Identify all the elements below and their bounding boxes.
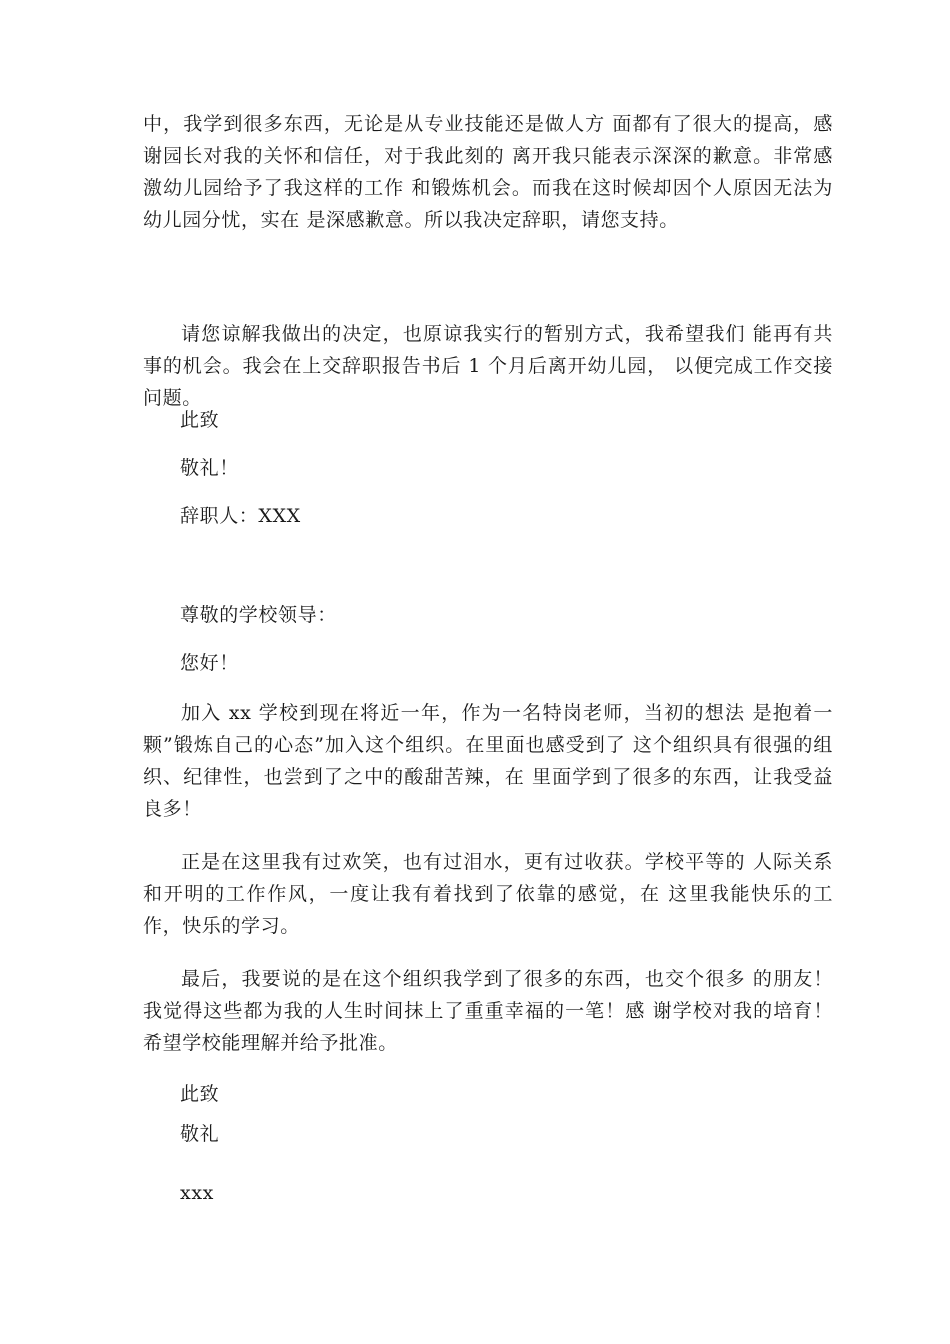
letter1-closing-1: 此致 [180,409,220,431]
letter2-closing-2: 敬礼 [180,1123,220,1145]
letter1-signature: 辞职人：XXX [180,505,301,527]
letter1-paragraph-2: 请您谅解我做出的决定，也原谅我实行的暂别方式，我希望我们 能再有共事的机会。我会在上交辞职报告书后 1 个月后离开幼儿园， 以便完成工作交接问题。 [143,323,833,409]
letter2-paragraph-2: 正是在这里我有过欢笑，也有过泪水，更有过收获。学校平等的 人际关系和开明的工作作风，一度让我有着找到了依靠的感觉，在 这里我能快乐的工作，快乐的学习。 [143,851,833,937]
letter1-closing-2: 敬礼！ [180,457,239,479]
letter2-paragraph-1: 加入 xx 学校到现在将近一年，作为一名特岗老师，当初的想法 是抱着一颗”锻炼自己的心态”加入这个组织。在里面也感受到了 这个组织具有很强的组织、纪律性，也尝到了之中的酸甜苦辣，在 里面学到了很多的东西，让我受益良多！ [143,702,833,820]
letter2-closing-1: 此致 [180,1083,220,1105]
letter2-salutation: 尊敬的学校领导： [180,604,337,626]
letter2-paragraph-3: 最后，我要说的是在这个组织我学到了很多的东西，也交个很多 的朋友！我觉得这些都为我的人生时间抹上了重重幸福的一笔！感 谢学校对我的培育！希望学校能理解并给予批准。 [143,968,833,1054]
letter1-paragraph-continued: 中，我学到很多东西，无论是从专业技能还是做人方 面都有了很大的提高，感谢园长对我的关怀和信任，对于我此刻的 离开我只能表示深深的歉意。非常感激幼儿园给予了我这样的工作 和锻炼机会。而我在这时候却因个人原因无法为幼儿园分忧，实在 是深感歉意。所以我决定辞职，请您支持。 [143,113,833,231]
letter2-signature: xxx [180,1182,214,1204]
letter2-greeting: 您好！ [180,652,239,674]
